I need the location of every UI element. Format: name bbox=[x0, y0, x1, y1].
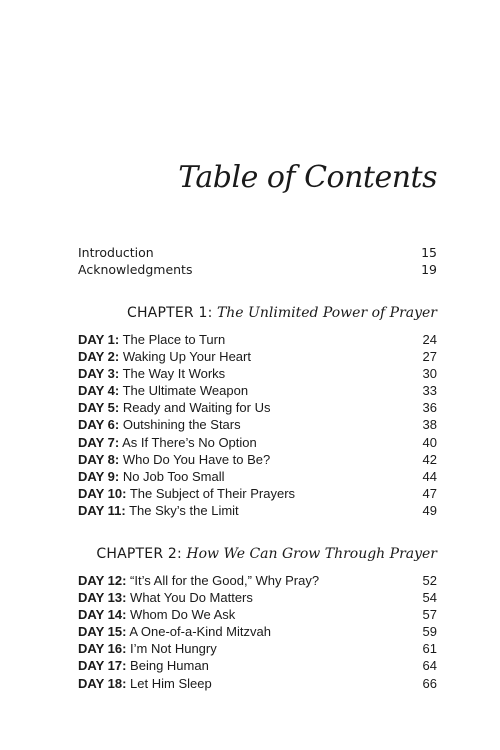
entry-text bbox=[78, 623, 271, 640]
entry-page: 42 bbox=[422, 451, 437, 467]
chapter-name: How We Can Grow Through Prayer bbox=[186, 546, 437, 562]
toc-entry bbox=[78, 365, 437, 382]
entry-page: 52 bbox=[422, 573, 437, 588]
day-label: DAY 4: bbox=[78, 383, 120, 399]
entry-text bbox=[78, 382, 248, 399]
day-label: DAY 10: bbox=[78, 485, 127, 501]
entry-page: 40 bbox=[422, 434, 437, 450]
toc-entry bbox=[78, 331, 437, 348]
entry-text bbox=[78, 502, 239, 519]
toc-entry bbox=[78, 502, 437, 519]
day-label: DAY 18: bbox=[78, 675, 127, 691]
entry-title: The Sky’s the Limit bbox=[129, 502, 239, 518]
toc-entry bbox=[78, 589, 437, 606]
entry-title: I’m Not Hungry bbox=[130, 641, 217, 657]
day-label: DAY 3: bbox=[78, 366, 120, 382]
entry-page: 15 bbox=[421, 245, 437, 260]
toc-entry bbox=[78, 623, 437, 640]
day-label: DAY 7: bbox=[78, 434, 120, 450]
entry-title: A One-of-a-Kind Mitzvah bbox=[129, 624, 271, 640]
entry-text bbox=[78, 416, 241, 433]
entry-text bbox=[78, 331, 225, 348]
entry-title: As If There’s No Option bbox=[122, 434, 257, 450]
chapter-1-heading bbox=[127, 304, 437, 322]
day-label: DAY 9: bbox=[78, 468, 120, 484]
entry-text bbox=[78, 348, 251, 365]
front-matter-list bbox=[78, 244, 437, 278]
toc-entry bbox=[78, 485, 437, 502]
entry-text bbox=[78, 468, 224, 485]
entry-title: Who Do You Have to Be? bbox=[122, 451, 271, 467]
entry-title: What You Do Matters bbox=[130, 590, 253, 606]
day-label: DAY 8: bbox=[78, 451, 120, 467]
toc-entry bbox=[78, 348, 437, 365]
entry-page: 30 bbox=[422, 366, 437, 382]
toc-entry bbox=[78, 657, 437, 674]
day-label: DAY 6: bbox=[78, 417, 120, 433]
entry-title: Outshining the Stars bbox=[122, 417, 241, 433]
entry-page: 24 bbox=[422, 332, 437, 347]
entry-page: 49 bbox=[422, 502, 437, 518]
entry-page: 19 bbox=[421, 262, 437, 277]
entry-page: 61 bbox=[422, 641, 437, 657]
entry-text bbox=[78, 657, 209, 674]
entry-title: The Ultimate Weapon bbox=[122, 383, 249, 399]
entry-text bbox=[78, 365, 225, 382]
chapter-number: CHAPTER 2: bbox=[96, 546, 182, 562]
toc-entry bbox=[78, 451, 437, 468]
entry-title: Ready and Waiting for Us bbox=[122, 400, 271, 416]
toc-entry bbox=[78, 434, 437, 451]
entry-text bbox=[78, 572, 319, 589]
toc-entry bbox=[78, 572, 437, 589]
entry-title: Let Him Sleep bbox=[130, 675, 212, 691]
entry-text bbox=[78, 589, 253, 606]
toc-entry bbox=[78, 675, 437, 692]
day-label: DAY 2: bbox=[78, 349, 120, 365]
entry-title: Acknowledgments bbox=[78, 262, 193, 277]
day-label: DAY 5: bbox=[78, 400, 120, 416]
toc-entry-introduction bbox=[78, 244, 437, 261]
entry-page: 64 bbox=[422, 658, 437, 674]
toc-entry-acknowledgments bbox=[78, 261, 437, 278]
entry-page: 66 bbox=[422, 675, 437, 691]
entry-page: 44 bbox=[422, 468, 437, 484]
toc-entry bbox=[78, 468, 437, 485]
toc-entry bbox=[78, 640, 437, 657]
day-label: DAY 16: bbox=[78, 641, 127, 657]
entry-page: 57 bbox=[422, 607, 437, 623]
entry-page: 33 bbox=[422, 383, 437, 399]
toc-entry bbox=[78, 399, 437, 416]
entry-title: “It’s All for the Good,” Why Pray? bbox=[130, 573, 320, 588]
entry-title: No Job Too Small bbox=[122, 468, 225, 484]
entry-page: 27 bbox=[422, 349, 437, 365]
entry-text bbox=[78, 434, 257, 451]
toc-entry bbox=[78, 416, 437, 433]
chapter-1-entries bbox=[78, 331, 437, 519]
day-label: DAY 12: bbox=[78, 573, 127, 588]
day-label: DAY 13: bbox=[78, 590, 127, 606]
chapter-2-entries bbox=[78, 572, 437, 692]
day-label: DAY 17: bbox=[78, 658, 127, 674]
chapter-2-heading bbox=[96, 545, 437, 563]
entry-title: The Place to Turn bbox=[122, 332, 226, 347]
entry-page: 59 bbox=[422, 624, 437, 640]
entry-text bbox=[78, 640, 217, 657]
entry-text bbox=[78, 399, 270, 416]
toc-entry bbox=[78, 606, 437, 623]
entry-page: 47 bbox=[422, 485, 437, 501]
entry-text bbox=[78, 606, 235, 623]
toc-entry bbox=[78, 382, 437, 399]
entry-text bbox=[78, 451, 270, 468]
chapter-number: CHAPTER 1: bbox=[126, 305, 213, 321]
page-title: Table of Contents bbox=[178, 160, 437, 195]
entry-title: Being Human bbox=[130, 658, 209, 674]
entry-title: The Way It Works bbox=[122, 366, 226, 382]
entry-text bbox=[78, 485, 295, 502]
day-label: DAY 14: bbox=[78, 607, 127, 623]
entry-page: 54 bbox=[422, 590, 437, 606]
entry-title: Introduction bbox=[78, 245, 154, 260]
day-label: DAY 1: bbox=[78, 332, 120, 347]
entry-page: 38 bbox=[422, 417, 437, 433]
entry-title: The Subject of Their Prayers bbox=[129, 485, 296, 501]
entry-title: Whom Do We Ask bbox=[130, 607, 236, 623]
entry-title: Waking Up Your Heart bbox=[122, 349, 251, 365]
day-label: DAY 15: bbox=[78, 624, 127, 640]
entry-page: 36 bbox=[422, 400, 437, 416]
chapter-name: The Unlimited Power of Prayer bbox=[216, 305, 437, 321]
day-label: DAY 11: bbox=[78, 502, 126, 518]
entry-text bbox=[78, 675, 212, 692]
